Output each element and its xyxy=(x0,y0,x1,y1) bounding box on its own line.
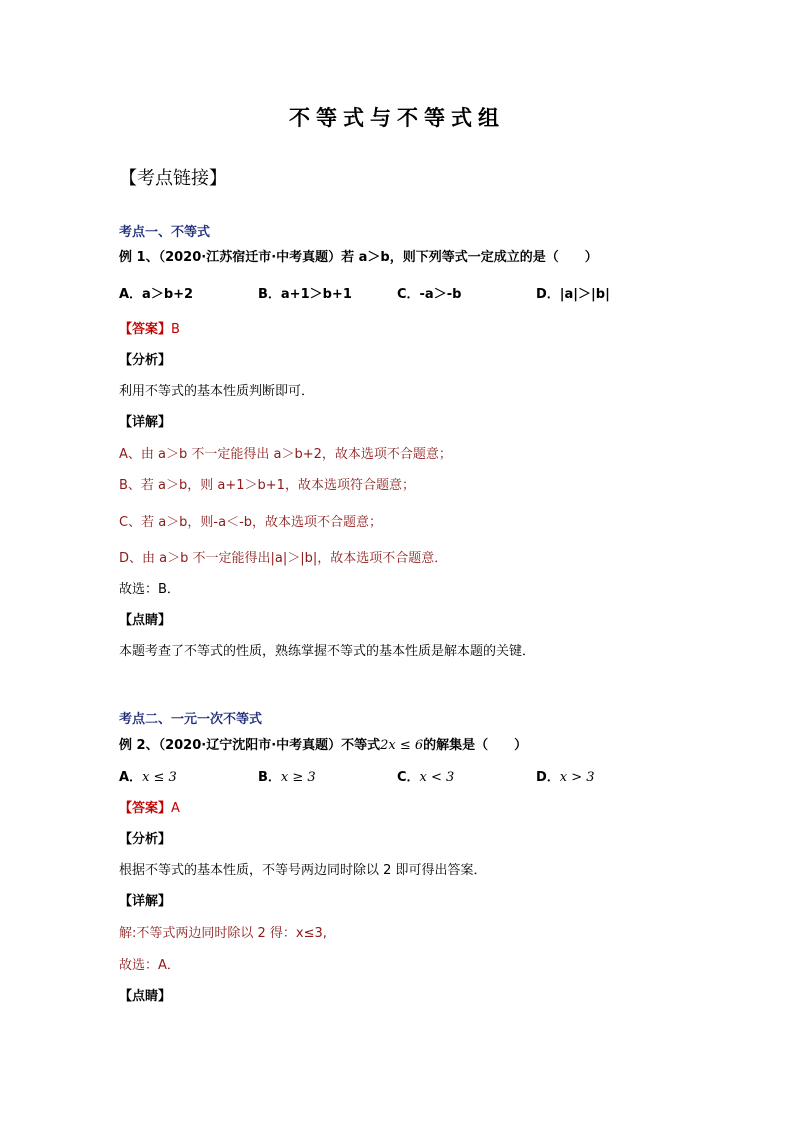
section1-question: 例 1、（2020·江苏宿迁市·中考真题）若 a＞b，则下列等式一定成立的是（ ） xyxy=(119,250,598,265)
section2-option-d xyxy=(536,766,595,785)
section2-detail-tag: 【详解】 xyxy=(119,894,172,909)
option-math: x < 3 xyxy=(419,770,455,785)
page-title: 不等式与不等式组 xyxy=(289,105,505,130)
option-math: x > 3 xyxy=(559,770,595,785)
section2-option-a xyxy=(119,766,177,785)
section2-question-suffix: 的解集是（ ） xyxy=(423,738,528,753)
section1-detail-d: D、由 a＞b 不一定能得出|a|＞|b|，故本选项不合题意． xyxy=(119,551,448,566)
section1-option-b: B．a+1＞b+1 xyxy=(258,287,352,302)
section2-question xyxy=(119,734,527,753)
section-heading: 【考点链接】 xyxy=(119,168,227,189)
section2-detail: 解:不等式两边同时除以 2 得：x≤3, xyxy=(119,926,327,941)
section2-question-prefix: 例 2、（2020·辽宁沈阳市·中考真题）不等式 xyxy=(119,738,381,753)
section2-answer-line xyxy=(119,797,180,816)
section1-analysis: 利用不等式的基本性质判断即可． xyxy=(119,384,315,399)
section1-detail-c: C、若 a＞b，则-a＜-b，故本选项不合题意； xyxy=(119,515,383,530)
option-key: B． xyxy=(258,770,281,785)
section1-option-d: D．|a|＞|b| xyxy=(536,287,610,302)
answer-tag: 【答案】 xyxy=(119,801,172,816)
section1-label: 考点一、不等式 xyxy=(119,225,211,240)
option-key: D． xyxy=(536,770,560,785)
option-math: x ≥ 3 xyxy=(280,770,316,785)
section1-analysis-tag: 【分析】 xyxy=(119,353,172,368)
option-key: C． xyxy=(397,770,420,785)
section1-detail-tag: 【详解】 xyxy=(119,415,172,430)
section2-question-math: 2x ≤ 6 xyxy=(380,738,424,753)
section2-choose: 故选：A． xyxy=(119,958,180,973)
answer-value: B xyxy=(171,322,180,337)
section2-analysis-tag: 【分析】 xyxy=(119,832,172,847)
section2-label: 考点二、一元一次不等式 xyxy=(119,712,263,727)
section1-option-c: C．-a＞-b xyxy=(397,287,462,302)
section2-option-b xyxy=(258,766,316,785)
section1-detail-b: B、若 a＞b，则 a+1＞b+1，故本选项符合题意； xyxy=(119,478,415,493)
answer-value: A xyxy=(171,801,180,816)
answer-tag: 【答案】 xyxy=(119,322,172,337)
section2-option-c xyxy=(397,766,454,785)
section1-comment: 本题考查了不等式的性质，熟练掌握不等式的基本性质是解本题的关键． xyxy=(119,644,536,659)
section1-answer-line xyxy=(119,318,180,337)
section2-comment-tag: 【点睛】 xyxy=(119,989,172,1004)
section1-comment-tag: 【点睛】 xyxy=(119,613,172,628)
option-key: A． xyxy=(119,770,143,785)
section2-analysis: 根据不等式的基本性质，不等号两边同时除以 2 即可得出答案． xyxy=(119,863,487,878)
section1-option-a: A．a＞b+2 xyxy=(119,287,194,302)
option-math: x ≤ 3 xyxy=(142,770,177,785)
section1-choose: 故选：B． xyxy=(119,582,180,597)
section1-detail-a: A、由 a＞b 不一定能得出 a＞b+2，故本选项不合题意； xyxy=(119,447,452,462)
